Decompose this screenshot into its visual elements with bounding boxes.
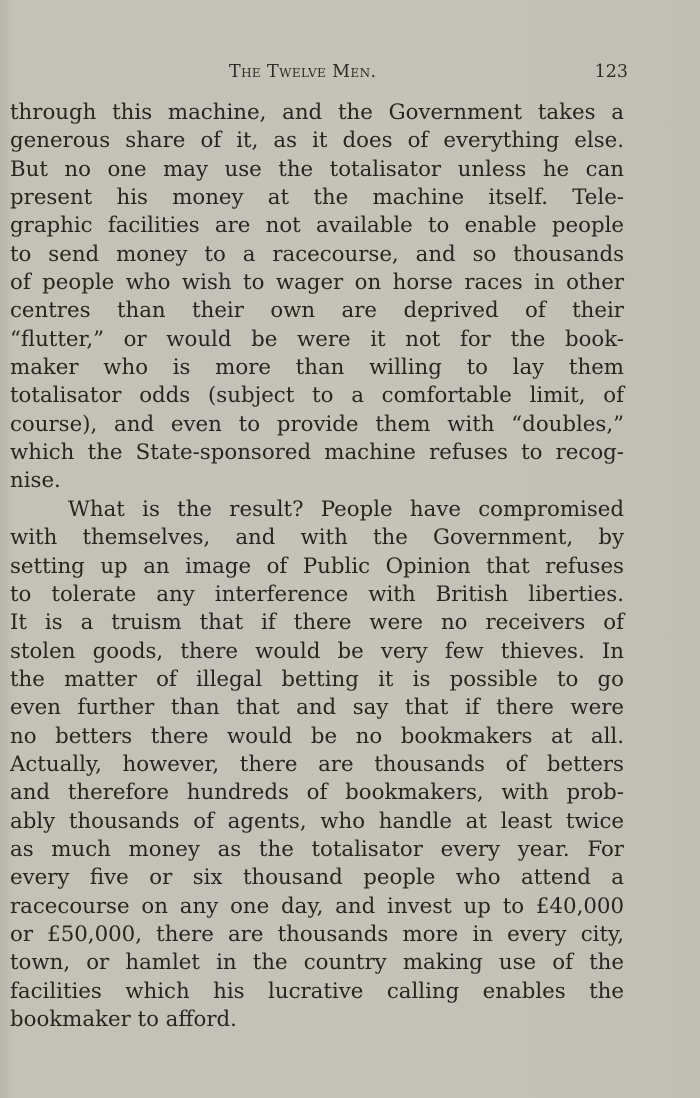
page-header xyxy=(0,62,700,88)
body-text xyxy=(10,99,624,1034)
text-line: generous share of it, as it does of everything else. xyxy=(10,128,624,154)
text-line: centres than their own are deprived of their xyxy=(10,298,624,324)
text-line: totalisator odds (subject to a comfortable limit, of xyxy=(10,383,624,409)
text-line: It is a truism that if there were no receivers of xyxy=(10,610,624,636)
text-line: facilities which his lucrative calling enables the xyxy=(10,978,624,1004)
text-line: bookmaker to afford. xyxy=(10,1007,237,1032)
text-line: with themselves, and with the Government, by xyxy=(10,525,624,551)
text-line: course), and even to provide them with “doubles,” xyxy=(10,411,624,437)
text-line: setting up an image of Public Opinion that refuses xyxy=(10,553,624,579)
text-line: What is the result? People have compromised xyxy=(68,496,624,522)
text-line: graphic facilities are not available to enable people xyxy=(10,213,624,239)
text-line: to send money to a racecourse, and so thousands xyxy=(10,241,624,267)
paragraph xyxy=(10,496,624,1035)
text-line: of people who wish to wager on horse races in other xyxy=(10,270,624,296)
text-line: Actually, however, there are thousands of betters xyxy=(10,751,624,777)
text-line: stolen goods, there would be very few thieves. In xyxy=(10,638,624,664)
text-line: or £50,000, there are thousands more in every city, xyxy=(10,921,624,947)
text-line: town, or hamlet in the country making use of the xyxy=(10,950,624,976)
text-line: racecourse on any one day, and invest up to £40,000 xyxy=(10,893,624,919)
page-number: 123 xyxy=(594,62,628,82)
running-title: The Twelve Men. xyxy=(229,62,377,82)
text-line: But no one may use the totalisator unless he can xyxy=(10,156,624,182)
text-line: even further than that and say that if there were xyxy=(10,695,624,721)
text-line: maker who is more than willing to lay them xyxy=(10,355,624,381)
text-line: through this machine, and the Government takes a xyxy=(10,100,624,125)
paragraph xyxy=(10,99,624,496)
text-line: and therefore hundreds of bookmakers, with prob- xyxy=(10,780,624,806)
text-line: no betters there would be no bookmakers at all. xyxy=(10,723,624,749)
text-line: as much money as the totalisator every year. For xyxy=(10,836,624,862)
text-line: present his money at the machine itself. Tele- xyxy=(10,185,624,211)
text-line: “flutter,” or would be were it not for the book- xyxy=(10,326,624,352)
text-line: ably thousands of agents, who handle at least twice xyxy=(10,808,624,834)
text-line: which the State-sponsored machine refuses to recog- xyxy=(10,440,624,466)
text-line: the matter of illegal betting it is possible to go xyxy=(10,666,624,692)
text-line: nise. xyxy=(10,468,61,494)
text-line: to tolerate any interference with British liberties. xyxy=(10,581,624,607)
text-line: every five or six thousand people who attend a xyxy=(10,865,624,891)
